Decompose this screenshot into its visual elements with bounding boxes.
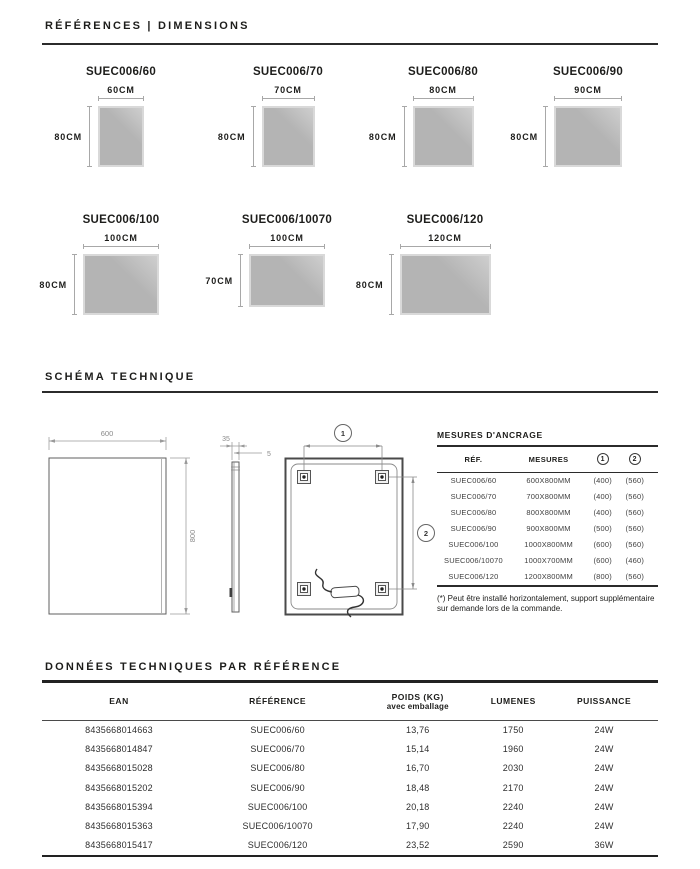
mirror-ref-label: SUEC006/80 [407,66,479,78]
anchor-cell-measures: 700X800MM [526,492,571,501]
anchor-cell-dim1: (400) [593,476,612,485]
anchor-cell-ref: SUEC006/10070 [444,556,503,565]
tech-cell-ean: 8435668015394 [85,801,153,812]
dim-2-number: 2 [423,528,429,538]
anchor-cell-dim1: (600) [593,540,612,549]
anchor-cell-dim2: (560) [625,540,645,549]
anchor-cell-ref: SUEC006/100 [448,540,499,549]
mirror-height-dim-line [89,106,90,167]
mirror-width-label: 80CM [429,85,457,95]
mirror-width-label: 70CM [274,85,302,95]
anchor-cell-dim2: (460) [625,556,645,565]
tech-table-bottom-rule [42,855,658,858]
mirror-figure [207,214,367,307]
power-supply [315,569,363,617]
anchor-cell-dim2: (560) [625,508,645,517]
mirror-body [355,254,491,315]
anchor-cell-dim2: (560) [625,476,645,485]
anchor-cell-ref: SUEC006/80 [450,508,497,517]
col-header-puissance: PUISSANCE [577,696,632,706]
col-header-reference: RÉFÉRENCE [249,696,307,706]
tech-table-row [42,816,658,835]
anchor-col-header-measures: MESURES [528,454,569,464]
anchor-cell-measures: 1000X800MM [524,540,573,549]
tech-cell-lumens: 1750 [502,725,524,736]
mirror-height-dim-line [240,254,241,307]
anchor-col-header-2 [618,453,651,465]
tech-cell-ean: 8435668014847 [85,744,153,755]
anchor-cell-dim2: (560) [625,524,645,533]
anchor-cell-measures: 1200X800MM [524,572,573,581]
tech-cell-lumens: 2590 [502,840,524,851]
anchor-cell-dim1: (400) [593,492,612,501]
tech-cell-reference: SUEC006/100 [247,801,308,812]
front-width-dim-label: 600 [100,429,114,438]
mirror-height-dim-line [74,254,75,315]
tech-cell-puissance: 24W [594,744,614,755]
anchor-cell-dim2: (560) [625,492,645,501]
mirror-ref-label: SUEC006/100 [82,214,160,226]
anchor-icon [298,471,311,484]
technical-drawing [40,420,440,640]
anchor-dim-1 [304,444,382,470]
mirror-height-dim-line [545,106,546,167]
anchor-table-row [437,569,658,585]
tech-cell-puissance: 36W [594,840,614,851]
side-depth-dim-label: 35 [222,436,230,443]
mirror-width-dim-line [98,98,144,99]
tech-cell-reference: SUEC006/120 [247,840,308,851]
anchor-measures-table [437,430,658,615]
tech-cell-lumens: 1960 [502,744,524,755]
rear-view [286,425,435,618]
anchor-table-body [437,473,658,585]
anchor-cell-ref: SUEC006/60 [450,476,497,485]
tech-cell-poids: 17,90 [405,821,430,832]
anchor-cell-ref: SUEC006/120 [448,572,499,581]
cable-in [315,569,332,592]
tech-cell-ean: 8435668015417 [85,840,153,851]
mirror-height-label: 80CM [54,131,82,142]
tech-cell-puissance: 24W [594,801,614,812]
anchor-cell-measures: 1000X700MM [524,556,573,565]
tech-cell-puissance: 24W [594,782,614,793]
anchor-cell-measures: 600X800MM [526,476,571,485]
tech-cell-puissance: 24W [594,763,614,774]
mirror-width-label: 60CM [107,85,135,95]
tech-table-row [42,740,658,759]
mirror-figure [363,66,523,167]
tech-cell-ean: 8435668015363 [85,821,153,832]
tech-cell-poids: 15,14 [405,744,430,755]
col-header-ean: EAN [109,696,129,706]
mirror-height-label: 80CM [217,131,246,142]
mirror-width-dim-line [413,98,474,99]
mirror-ref-label: SUEC006/120 [406,214,484,226]
anchor-col-header-ref: RÉF. [464,454,483,464]
tech-table-row [42,759,658,778]
mirror-height-dim-line [404,106,405,167]
tech-cell-poids: 23,52 [405,840,430,851]
mirror-width-dim-line [83,246,159,247]
anchor-icon [376,583,389,596]
front-height-dim-label: 800 [188,529,197,543]
mirror-body [205,254,325,307]
anchor-col-header-1 [587,453,618,465]
anchor-table-row [437,537,658,553]
mirror-rect [400,254,491,315]
tech-table-row [42,721,658,740]
tech-cell-ean: 8435668015028 [85,763,153,774]
mirror-width-dim-line [400,246,491,247]
tech-table-row [42,778,658,797]
side-glass-dim-label: 5 [267,451,271,458]
tech-table-row [42,836,658,855]
tech-cell-poids: 20,18 [405,801,430,812]
mirror-body [510,106,622,167]
anchor-table-row [437,473,658,489]
side-view [220,442,262,612]
anchor-table-row [437,505,658,521]
mirror-rect [83,254,159,315]
tech-cell-ean: 8435668014663 [85,725,153,736]
circle-2-icon: 2 [629,453,641,465]
col-header-poids-main: POIDS (KG) [391,691,444,702]
mirror-width-dim-line [554,98,622,99]
mirror-ref-label: SUEC006/90 [552,66,624,78]
anchor-icon [376,471,389,484]
mirror-figure [508,66,668,167]
mirror-height-label: 70CM [205,275,233,286]
col-header-lumens: LUMENES [490,696,536,706]
mirror-rect [98,106,144,167]
references-section-rule [42,43,658,45]
tech-cell-reference: SUEC006/70 [250,744,305,755]
mirror-width-label: 90CM [574,85,602,95]
mirror-width-dim-line [249,246,325,247]
tech-cell-poids: 13,76 [405,725,430,736]
tech-cell-reference: SUEC006/90 [250,782,305,793]
col-header-poids [359,692,476,711]
anchor-cell-dim1: (800) [593,572,612,581]
tech-data-table [42,680,658,857]
tech-cell-reference: SUEC006/80 [250,763,305,774]
circle-1-icon: 1 [597,453,609,465]
dim-1-number: 1 [340,428,346,438]
anchor-table-row [437,521,658,537]
tech-section-title: DONNÉES TECHNIQUES PAR RÉFÉRENCE [45,661,342,673]
mirror-width-dim-line [262,98,315,99]
tech-cell-poids: 18,48 [405,782,430,793]
mirror-height-label: 80CM [355,279,384,290]
references-section-title: RÉFÉRENCES | DIMENSIONS [45,20,250,32]
mirror-rect [413,106,474,167]
mirror-body [217,106,315,167]
anchor-icon [298,583,311,596]
mirror-figure [208,66,368,167]
anchor-cell-dim1: (600) [593,556,612,565]
tech-cell-poids: 16,70 [405,763,430,774]
tech-cell-ean: 8435668015202 [85,782,153,793]
anchor-table-footnote: (*) Peut être installé horizontalement, support supplémentaire sur demande lors de la commande. [437,594,655,614]
mirror-height-label: 80CM [368,131,397,142]
tech-cell-puissance: 24W [594,821,614,832]
anchor-table-bottom-rule [437,585,658,588]
anchor-cell-measures: 800X800MM [526,508,571,517]
mirror-rect [249,254,325,307]
mirror-height-label: 80CM [39,279,67,290]
tech-cell-lumens: 2240 [502,821,524,832]
anchor-cell-ref: SUEC006/90 [450,524,497,533]
tech-cell-lumens: 2170 [502,782,524,793]
tech-cell-lumens: 2030 [502,763,524,774]
anchor-cell-ref: SUEC006/70 [450,492,497,501]
col-header-poids-sub: avec emballage [386,701,449,711]
tech-cell-reference: SUEC006/60 [250,725,305,736]
mirror-rect [554,106,622,167]
mirror-ref-label: SUEC006/10070 [241,214,333,226]
mirror-height-dim-line [253,106,254,167]
mirror-figure [41,66,201,167]
anchor-table-title: MESURES D'ANCRAGE [437,430,543,440]
mirror-ref-label: SUEC006/70 [252,66,324,78]
front-view [49,437,190,614]
mirror-body [54,106,144,167]
mirror-width-label: 100CM [270,233,304,243]
mirror-figure [41,214,201,315]
tech-table-body [42,721,658,855]
mirror-body [39,254,159,315]
anchor-table-row [437,553,658,569]
mirror-width-label: 120CM [428,233,462,243]
tech-table-row [42,797,658,816]
anchor-cell-dim1: (400) [593,508,612,517]
tech-cell-lumens: 2240 [502,801,524,812]
anchor-cell-measures: 900X800MM [526,524,571,533]
anchor-table-header [437,447,658,473]
tech-cell-reference: SUEC006/10070 [242,821,313,832]
anchor-table-row [437,489,658,505]
tech-table-header [42,683,658,721]
mirror-height-label: 80CM [510,131,538,142]
mirror-ref-label: SUEC006/60 [85,66,157,78]
mirror-rect [262,106,315,167]
anchor-cell-dim2: (560) [625,572,645,581]
mirror-width-label: 100CM [104,233,138,243]
mirror-height-dim-line [391,254,392,315]
schema-section-rule [42,391,658,393]
anchor-cell-dim1: (500) [593,524,612,533]
tech-cell-puissance: 24W [594,725,614,736]
mirror-body [368,106,474,167]
mirror-figure [355,214,525,315]
schema-section-title: SCHÉMA TECHNIQUE [45,371,196,383]
